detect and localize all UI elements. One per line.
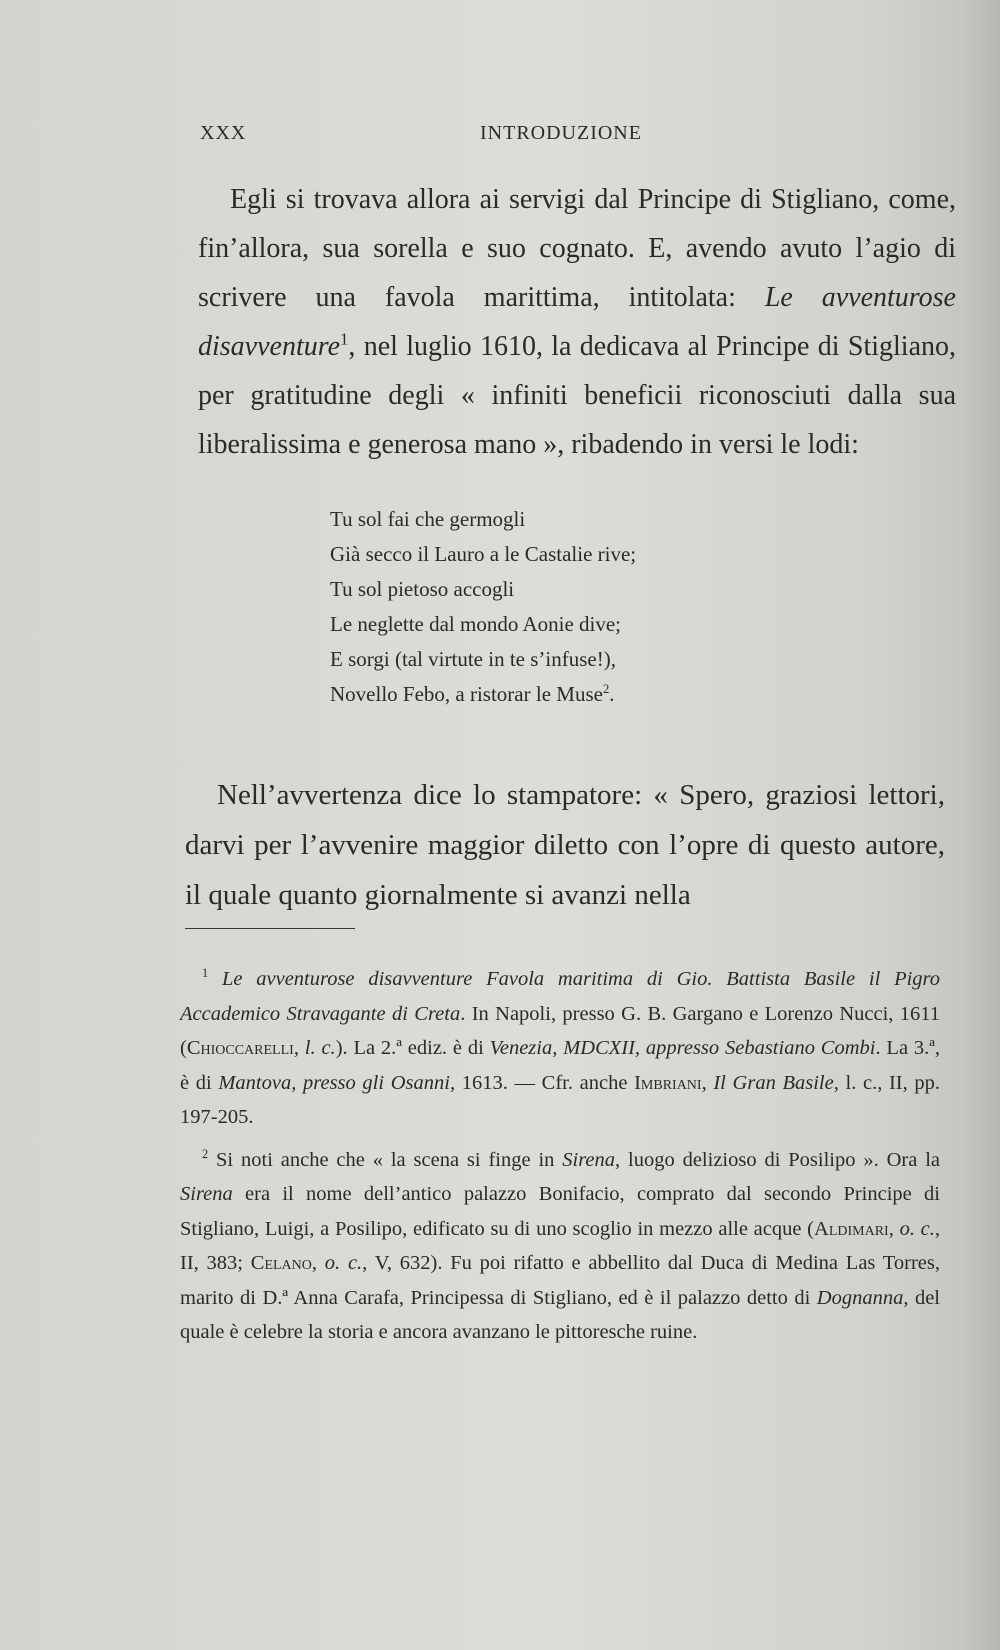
- footnote-2: [180, 1143, 940, 1350]
- verse-quote: [330, 502, 890, 712]
- verse-line: Già secco il Lauro a le Castalie rive;: [330, 542, 637, 566]
- running-title: INTRODUZIONE: [480, 122, 642, 144]
- fn1-author-2: Imbriani: [634, 1071, 702, 1094]
- paragraph-1-text-b: , nel luglio 1610, la dedicava al Principe di Stigliano, per gratitudine degli « infiniti beneficii riconosciuti dalla sua liberalissima e generosa mano », ribadendo in versi le lodi:: [198, 331, 956, 460]
- fn2-text-2: , luogo delizioso di Posilipo ». Ora la: [615, 1148, 941, 1171]
- verse-line: Tu sol pietoso accogli: [330, 577, 515, 601]
- verse-line: Le neglette dal mondo Aonie dive;: [330, 612, 622, 636]
- work-title: Le avventurose disavventure: [198, 282, 956, 362]
- fn2-text-6: ,: [311, 1252, 325, 1274]
- fn2-author-1: Aldimari: [814, 1217, 889, 1240]
- fn2-text-5: , II, 383;: [180, 1217, 941, 1274]
- footnote-ref-1: 1: [340, 329, 349, 349]
- fn1-author-1: Chioccarelli: [186, 1037, 294, 1059]
- fn1-text-4: . La 3.ª, è di: [180, 1037, 941, 1094]
- page-number: XXX: [200, 122, 247, 144]
- verse-line-text: Novello Febo, a ristorar le Muse: [330, 682, 603, 706]
- verse-line: Tu sol fai che germogli: [330, 507, 526, 531]
- fn2-author-2: Celano: [250, 1252, 312, 1274]
- fn2-italic-3: o. c.: [899, 1217, 935, 1240]
- fn2-italic-2: Sirena: [180, 1183, 233, 1205]
- fn1-text-2: ,: [293, 1037, 305, 1059]
- fn1-italic-1: Le avventurose disavventure Favola maritima di Gio. Battista Basile il Pigro Accademico Stravagante di Creta: [180, 968, 940, 1025]
- fn1-italic-2: l. c.: [304, 1037, 336, 1059]
- fn1-italic-5: Il Gran Basile: [713, 1071, 834, 1094]
- fn1-text-6: ,: [701, 1071, 714, 1094]
- running-header: [200, 122, 920, 152]
- verse-line: E sorgi (tal virtute in te s’infuse!),: [330, 647, 616, 671]
- paragraph-2: [185, 770, 945, 920]
- footnote-ref-2: 2: [602, 682, 610, 696]
- fn1-italic-4: Mantova, presso gli Osanni: [218, 1071, 450, 1094]
- paragraph-1: [198, 175, 956, 469]
- footnote-number: 1: [202, 966, 209, 981]
- fn2-text-1: Si noti anche che « la scena si finge in: [216, 1148, 563, 1171]
- footnote-separator: [185, 928, 355, 929]
- fn2-italic-4: o. c.: [324, 1252, 363, 1274]
- footnote-number: 2: [202, 1146, 209, 1161]
- fn1-text-1: . In Napoli, presso G. B. Gargano e Lorenzo Nucci, 1611 (: [180, 1002, 940, 1059]
- fn2-text-3: era il nome dell’antico palazzo Bonifacio, comprato dal secondo Principe di Stigliano, Luigi, a Posilipo, edificato su di uno scoglio in mezzo alle acque (: [180, 1183, 940, 1240]
- footnote-1: [180, 962, 940, 1135]
- paragraph-2-text: Nell’avvertenza dice lo stampatore: « Spero, graziosi lettori, darvi per l’avvenire maggior diletto con l’opre di questo autore, il quale quanto giornalmente si avanzi nella: [185, 779, 945, 911]
- fn2-text-4: ,: [888, 1217, 900, 1240]
- fn2-text-8: , del quale è celebre la storia e ancora avanzano le pittoresche ruine.: [180, 1286, 941, 1343]
- fn2-italic-1: Sirena: [562, 1148, 616, 1171]
- fn1-text-5: , 1613. — Cfr. anche: [449, 1071, 635, 1094]
- fn1-text-7: , l. c., II, pp. 197-205.: [180, 1071, 941, 1128]
- fn2-italic-5: Dognanna: [816, 1286, 904, 1309]
- verse-line-last: [330, 677, 890, 712]
- fn1-text-3: ). La 2.ª ediz. è di: [335, 1037, 490, 1059]
- fn2-text-7: , V, 632). Fu poi rifatto e abbellito dal Duca di Medina Las Torres, marito di D.ª Anna Carafa, Principessa di Stigliano, ed è il palazzo detto di: [180, 1252, 941, 1309]
- paragraph-1-text-a: Egli si trovava allora ai servigi dal Principe di Stigliano, come, fin’allora, sua sorella e suo cognato. E, avendo avuto l’agio di scrivere una favola marittima, intitolata:: [198, 184, 956, 313]
- footnotes: [180, 962, 940, 1358]
- fn1-italic-3: Venezia, MDCXII, appresso Sebastiano Combi: [489, 1037, 876, 1059]
- verse-end-mark: .: [609, 682, 615, 706]
